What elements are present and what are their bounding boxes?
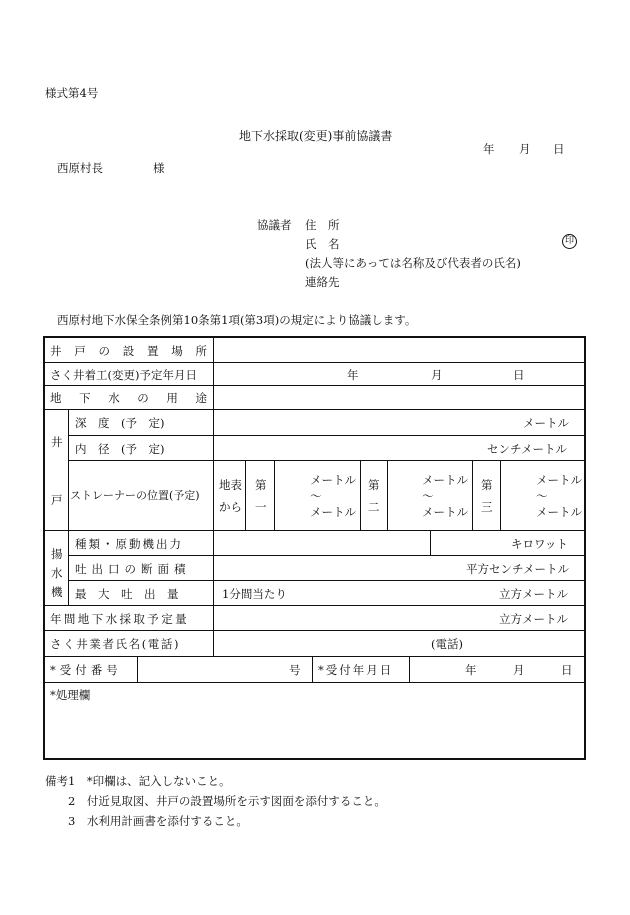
start-year: 年 — [347, 368, 359, 382]
notes — [45, 773, 386, 833]
processing-label: *処理欄 — [50, 688, 91, 702]
depth-unit: メートル — [523, 416, 569, 430]
well-group-label-1: 井 — [51, 435, 63, 449]
driller-label: さく井業者氏名(電話) — [50, 637, 181, 651]
range2-bottom: メートル — [422, 505, 468, 519]
range1-top: メートル — [310, 473, 356, 487]
addressee: 西原村長 — [57, 161, 103, 175]
usage-label: 地 下 水 の 用 途 — [50, 391, 207, 405]
diameter-label: 内 径 (予 定) — [75, 442, 165, 456]
receipt-number-label: *受付番号 — [50, 663, 122, 677]
range2-top: メートル — [422, 473, 468, 487]
max-discharge-label: 最 大 吐 出 量 — [75, 587, 179, 601]
annual-unit: 立方メートル — [499, 612, 568, 626]
well-location-label: 井 戸 の 設 置 場 所 — [50, 344, 207, 358]
date-month-label: 月 — [519, 142, 531, 156]
form-number: 様式第4号 — [45, 86, 99, 100]
document-title: 地下水採取(変更)事前協議書 — [239, 129, 393, 143]
date-day-label: 日 — [553, 142, 565, 156]
note-1: 備考1 *印欄は、記入しないこと。 — [45, 774, 231, 788]
start-date-label: さく井着工(変更)予定年月日 — [50, 368, 197, 382]
diameter-unit: センチメートル — [487, 442, 568, 456]
range3-top: メートル — [536, 473, 582, 487]
start-month: 月 — [431, 368, 443, 382]
seal-mark: 印 — [562, 234, 577, 249]
max-discharge-unit: 立方メートル — [499, 587, 568, 601]
applicant-role: 協議者 — [257, 218, 292, 232]
receipt-go: 号 — [289, 663, 301, 677]
strainer-label: ストレーナーの位置(予定) — [70, 489, 200, 502]
receipt-date-label: *受付年月日 — [318, 663, 394, 677]
outlet-label: 吐出口の断面積 — [75, 562, 191, 576]
pump-type-label: 種類・原動機出力 — [75, 537, 183, 551]
range2-tilde: 〜 — [422, 489, 434, 503]
start-day: 日 — [513, 368, 525, 382]
pump-type-unit: キロワット — [511, 537, 568, 551]
ordinal-3b: 三 — [481, 500, 493, 514]
range1-bottom: メートル — [310, 505, 356, 519]
depth-label: 深 度 (予 定) — [75, 416, 165, 430]
contact-label: 連絡先 — [305, 275, 340, 289]
annual-label: 年間地下水採取予定量 — [50, 612, 189, 626]
intro-text: 西原村地下水保全条例第10条第1項(第3項)の規定により協議します。 — [57, 313, 417, 327]
range1-tilde: 〜 — [310, 489, 322, 503]
name-label: 氏 名 — [305, 237, 340, 251]
address-label: 住 所 — [305, 218, 340, 232]
ordinal-3a: 第 — [481, 478, 493, 492]
from-surface-1: 地表 — [219, 478, 242, 492]
outlet-unit: 平方センチメートル — [466, 562, 570, 576]
driller-phone: (電話) — [431, 637, 463, 651]
pump-group-label: 揚水機 — [51, 547, 63, 599]
ordinal-2b: 二 — [368, 500, 380, 514]
well-group-label-2: 戸 — [51, 493, 63, 507]
date-year-label: 年 — [483, 142, 495, 156]
receipt-month: 月 — [513, 663, 525, 677]
from-surface-2: から — [219, 500, 242, 514]
corp-note: (法人等にあっては名称及び代表者の氏名) — [305, 256, 521, 270]
range3-tilde: 〜 — [536, 489, 548, 503]
ordinal-1a: 第 — [255, 478, 267, 492]
receipt-year: 年 — [465, 663, 477, 677]
ordinal-1b: 一 — [255, 500, 267, 514]
receipt-day: 日 — [561, 663, 573, 677]
ordinal-2a: 第 — [368, 478, 380, 492]
note-3: 3 水利用計画書を添付すること。 — [45, 814, 248, 828]
note-2: 2 付近見取図、井戸の設置場所を示す図面を添付すること。 — [45, 794, 386, 808]
range3-bottom: メートル — [536, 505, 582, 519]
addressee-suffix: 様 — [153, 161, 165, 175]
per-minute: 1分間当たり — [222, 587, 287, 601]
